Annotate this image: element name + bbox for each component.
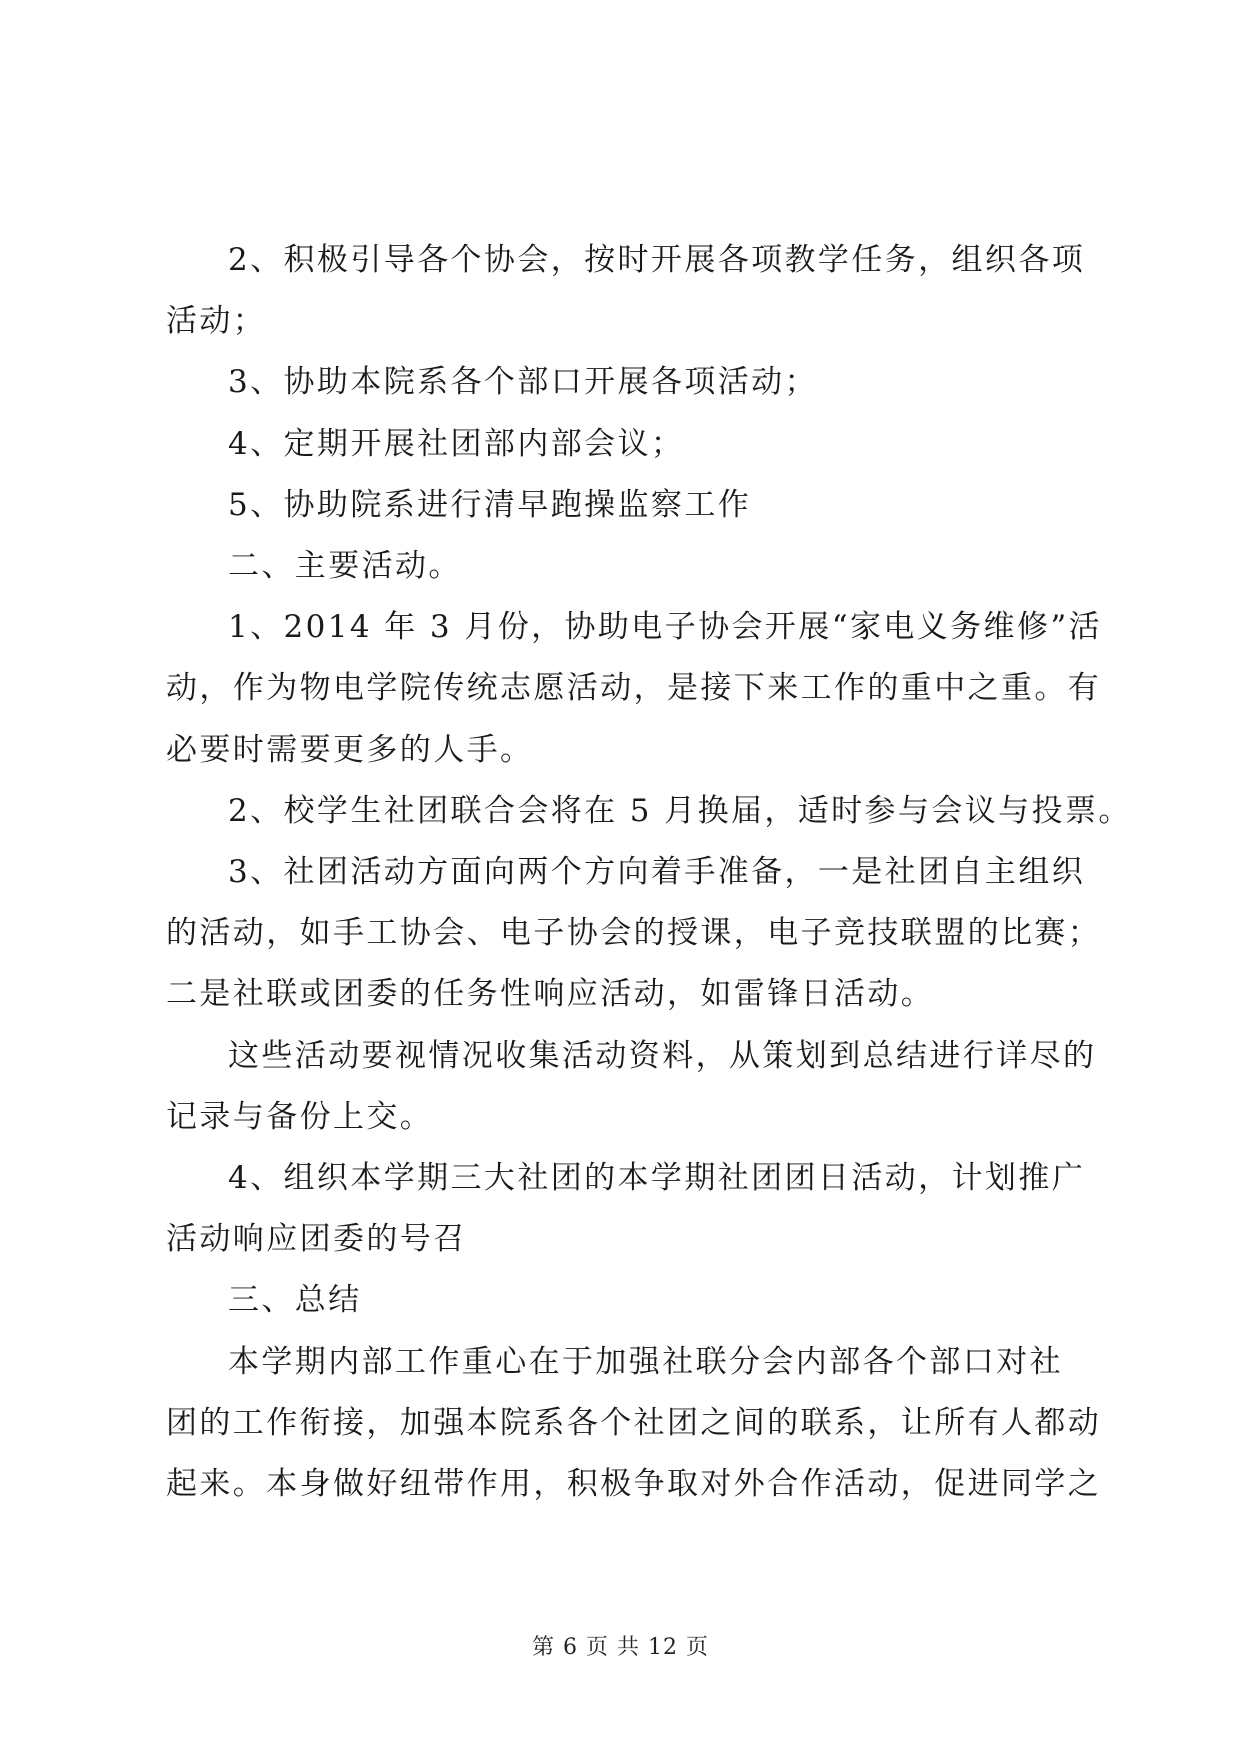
text-line: 2、校学生社团联合会将在 5 月换届，适时参与会议与投票。 <box>228 792 1132 829</box>
section-heading: 三、总结 <box>228 1282 362 1319</box>
text-line: 动，作为物电学院传统志愿活动，是接下来工作的重中之重。有 <box>166 670 1102 707</box>
text-line: 2、积极引导各个协会，按时开展各项教学任务，组织各项 <box>228 242 1086 278</box>
text-line: 4、组织本学期三大社团的本学期社团团日活动，计划推广 <box>228 1160 1086 1197</box>
text-line: 活动； <box>166 303 267 340</box>
text-line: 记录与备份上交。 <box>166 1098 434 1135</box>
text-line: 本学期内部工作重心在于加强社联分会内部各个部口对社 <box>228 1343 1063 1380</box>
text-line: 活动响应团委的号召 <box>166 1221 467 1258</box>
text-line: 团的工作衔接，加强本院系各个社团之间的联系，让所有人都动 <box>166 1404 1102 1441</box>
text-line: 5、协助院系进行清早跑操监察工作 <box>228 486 752 523</box>
text-line: 1、2014 年 3 月份，协助电子协会开展“家电义务维修”活 <box>228 609 1102 646</box>
text-line: 3、协助本院系各个部口开展各项活动； <box>228 364 818 401</box>
text-line: 这些活动要视情况收集活动资料，从策划到总结进行详尽的 <box>228 1037 1097 1074</box>
page-footer <box>0 1630 1241 1661</box>
text-line: 二是社联或团委的任务性响应活动，如雷锋日活动。 <box>166 976 935 1013</box>
section-heading: 二、主要活动。 <box>228 548 462 585</box>
text-line: 4、定期开展社团部内部会议； <box>228 425 685 462</box>
document-body <box>166 230 1132 1515</box>
text-line: 的活动，如手工协会、电子协会的授课，电子竞技联盟的比赛； <box>166 915 1102 952</box>
page-number: 第 6 页 共 12 页 <box>532 1635 709 1660</box>
text-line: 3、社团活动方面向两个方向着手准备，一是社团自主组织 <box>228 854 1086 891</box>
text-line: 起来。本身做好纽带作用，积极争取对外合作活动，促进同学之 <box>166 1466 1102 1503</box>
text-line: 必要时需要更多的人手。 <box>166 731 534 768</box>
